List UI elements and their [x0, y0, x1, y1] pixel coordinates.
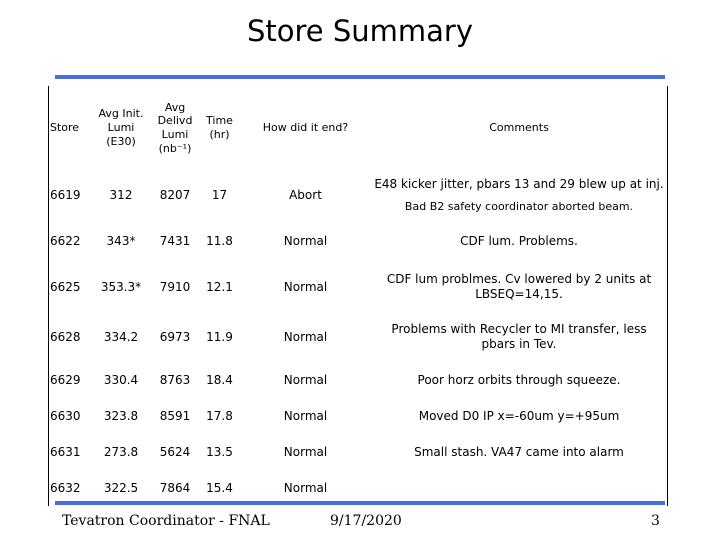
cell-comments [371, 170, 667, 220]
cell-store: 6628 [50, 329, 81, 344]
cell-end: Normal [283, 409, 328, 423]
table-right-border [667, 86, 668, 506]
cell-time: 13.5 [206, 445, 233, 459]
cell-store: 6631 [50, 445, 81, 459]
footer-page-number: 3 [651, 513, 660, 529]
footer-date: 9/17/2020 [330, 513, 402, 529]
cell-delivd-lumi: 7910 [159, 279, 191, 294]
cell-end: Normal [283, 279, 328, 294]
cell-comments: CDF lum problmes. Cv lowered by 2 units at LBSEQ=14,15. [386, 272, 652, 301]
cell-comments: Moved D0 IP x=-60um y=+95um [418, 409, 620, 423]
cell-comments: Small stash. VA47 came into alarm [414, 445, 624, 459]
header-avg-init-lumi: Avg Init. Lumi (E30) [98, 107, 144, 148]
cell-end: Normal [283, 481, 328, 495]
cell-init-lumi: 273.8 [103, 445, 139, 459]
cell-delivd-lumi: 7431 [159, 233, 191, 248]
cell-time: 15.4 [206, 481, 233, 495]
cell-time: 18.4 [206, 373, 233, 387]
cell-init-lumi: 334.2 [103, 329, 139, 344]
cell-store: 6630 [50, 409, 81, 423]
cell-comments: Poor horz orbits through squeeze. [417, 373, 621, 387]
cell-init-lumi: 323.8 [103, 409, 139, 423]
comment-line: E48 kicker jitter, pbars 13 and 29 blew up at inj. [374, 176, 664, 191]
header-time: Time (hr) [206, 114, 233, 141]
cell-store: 6625 [50, 279, 81, 294]
cell-init-lumi: 312 [109, 187, 133, 202]
cell-comments: CDF lum. Problems. [460, 233, 578, 248]
page-title: Store Summary [246, 14, 473, 48]
cell-init-lumi: 343* [106, 233, 136, 248]
cell-time: 17 [211, 187, 228, 202]
cell-delivd-lumi: 8763 [159, 373, 191, 387]
bottom-divider [55, 501, 665, 505]
cell-delivd-lumi: 6973 [159, 329, 191, 344]
cell-time: 11.9 [206, 329, 233, 344]
cell-time: 11.8 [206, 233, 233, 248]
store-summary-table [48, 86, 667, 506]
comment-line: Bad B2 safety coordinator aborted beam. [404, 199, 634, 213]
cell-end: Normal [283, 373, 328, 387]
cell-comments: Problems with Recycler to MI transfer, less pbars in Tev. [391, 322, 647, 351]
cell-delivd-lumi: 8591 [159, 409, 191, 423]
header-comments: Comments [489, 121, 549, 135]
cell-store: 6622 [50, 233, 81, 248]
cell-delivd-lumi: 7864 [159, 481, 191, 495]
cell-store: 6632 [50, 481, 81, 495]
cell-delivd-lumi: 8207 [159, 187, 191, 202]
header-avg-delivd-lumi: Avg Delivd Lumi (nb⁻¹) [157, 100, 193, 155]
footer-coordinator: Tevatron Coordinator - FNAL [62, 513, 270, 529]
cell-delivd-lumi: 5624 [159, 445, 191, 459]
cell-store: 6629 [50, 373, 81, 387]
header-how-ended: How did it end? [262, 121, 349, 135]
cell-time: 17.8 [206, 409, 233, 423]
top-divider [55, 75, 665, 79]
cell-end: Normal [283, 233, 328, 248]
cell-store: 6619 [50, 187, 81, 202]
cell-end: Normal [283, 329, 328, 344]
cell-time: 12.1 [206, 279, 233, 294]
cell-init-lumi: 322.5 [103, 481, 139, 495]
header-store: Store [50, 121, 80, 135]
cell-init-lumi: 330.4 [103, 373, 139, 387]
cell-end: Normal [283, 445, 328, 459]
cell-end: Abort [289, 187, 322, 202]
cell-init-lumi: 353.3* [100, 279, 142, 294]
